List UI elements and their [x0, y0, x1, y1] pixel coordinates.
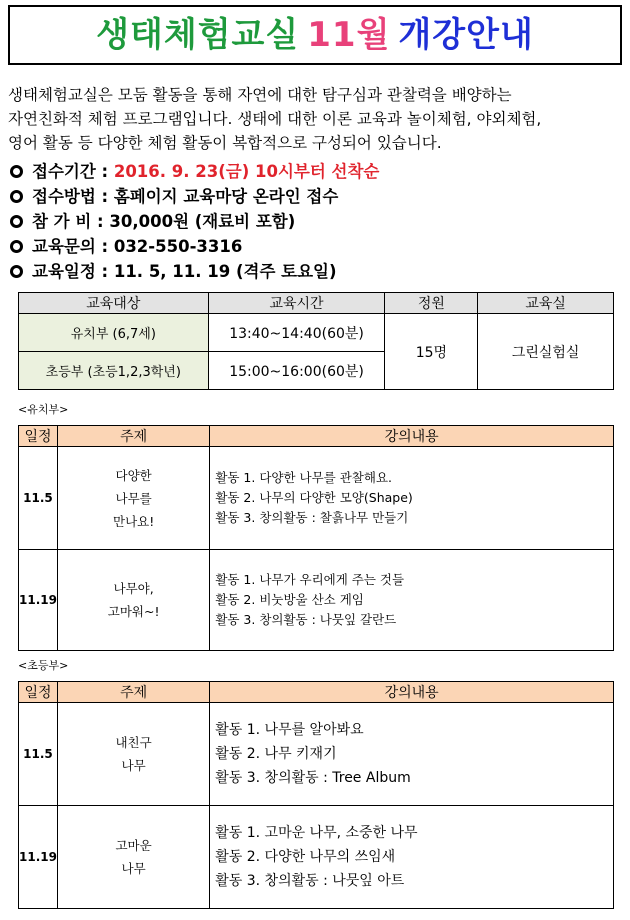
table-row	[19, 447, 614, 550]
info-schedule	[10, 260, 620, 284]
table-row	[19, 550, 614, 651]
circle-bullet-icon	[10, 215, 23, 228]
lesson-topic	[57, 550, 209, 651]
circle-bullet-icon	[10, 240, 23, 253]
topic-line: 고마워~!	[107, 604, 160, 619]
capacity-value: 15명	[385, 314, 478, 390]
section-label-kinder: <유치부>	[18, 403, 69, 416]
header-room: 교육실	[478, 293, 614, 314]
lesson-topic	[57, 703, 209, 806]
info-label: 접수방법 :	[32, 187, 114, 206]
header-content: 강의내용	[210, 682, 614, 703]
info-label: 접수기간 :	[32, 162, 114, 181]
activity-line: 활동 3. 창의활동 : 찰흙나무 만들기	[215, 510, 409, 525]
header-topic: 주제	[57, 426, 209, 447]
topic-line: 만나요!	[113, 513, 155, 529]
lesson-content	[210, 550, 614, 651]
info-label: 교육일정 :	[32, 262, 114, 281]
info-value: 032-550-3316	[113, 237, 243, 256]
lesson-topic	[57, 806, 209, 909]
lesson-date: 11.19	[19, 806, 58, 909]
table-row	[19, 806, 614, 909]
target-elementary: 초등부 (초등1,2,3학년)	[19, 352, 209, 390]
lesson-header-row	[19, 426, 614, 447]
intro-line: 영어 활동 등 다양한 체험 활동이 복합적으로 구성되어 있습니다.	[8, 134, 442, 152]
info-value: 30,000원 (재료비 포함)	[109, 212, 296, 231]
lesson-header-row	[19, 682, 614, 703]
section-label-elementary: <초등부>	[18, 659, 69, 672]
info-label: 교육문의 :	[32, 237, 114, 256]
activity-line: 활동 1. 나무를 알아봐요	[215, 722, 364, 738]
header-topic: 주제	[57, 682, 209, 703]
title-part-notice: 개강안내	[398, 15, 534, 55]
lesson-content	[210, 703, 614, 806]
activity-line: 활동 3. 창의활동 : 나뭇잎 갈란드	[215, 612, 397, 627]
header-content: 강의내용	[210, 426, 614, 447]
header-capacity: 정원	[385, 293, 478, 314]
lesson-content	[210, 447, 614, 550]
header-time: 교육시간	[208, 293, 385, 314]
target-kinder: 유치부 (6,7세)	[19, 314, 209, 352]
title-part-month: 11월	[307, 15, 391, 55]
info-fee	[10, 210, 620, 234]
topic-line: 나무를	[115, 490, 152, 506]
intro-paragraph	[8, 83, 624, 155]
activity-line: 활동 1. 나무가 우리에게 주는 것들	[215, 572, 405, 587]
table-row	[19, 703, 614, 806]
title-part-program: 생태체험교실	[96, 15, 300, 55]
summary-header-row	[19, 293, 614, 314]
activity-line: 활동 1. 고마운 나무, 소중한 나무	[215, 825, 418, 841]
info-registration-method	[10, 185, 620, 209]
activity-line: 활동 1. 다양한 나무를 관찰해요.	[215, 470, 393, 485]
lesson-content	[210, 806, 614, 909]
topic-line: 다양한	[115, 467, 152, 483]
lesson-date: 11.5	[19, 447, 58, 550]
page-title	[8, 5, 622, 65]
header-target: 교육대상	[19, 293, 209, 314]
time-elementary: 15:00~16:00(60분)	[208, 352, 385, 390]
topic-line: 나무야,	[113, 581, 154, 596]
activity-line: 활동 2. 다양한 나무의 쓰임새	[215, 849, 396, 865]
elementary-lesson-table	[18, 681, 614, 909]
summary-table	[18, 292, 614, 390]
activity-line: 활동 3. 창의활동 : Tree Album	[215, 770, 411, 786]
info-registration-period	[10, 160, 620, 184]
info-label: 참 가 비 :	[32, 212, 110, 231]
circle-bullet-icon	[10, 165, 23, 178]
room-value: 그린실험실	[478, 314, 614, 390]
info-value: 홈페이지 교육마당 온라인 접수	[113, 187, 339, 206]
activity-line: 활동 2. 나무 키재기	[215, 746, 337, 762]
activity-line: 활동 2. 비눗방울 산소 게임	[215, 592, 364, 607]
intro-line: 자연친화적 체험 프로그램입니다. 생태에 대한 이론 교육과 놀이체험, 야외체험,	[8, 110, 542, 128]
info-contact	[10, 235, 620, 259]
intro-line: 생태체험교실은 모둠 활동을 통해 자연에 대한 탐구심과 관찰력을 배양하는	[8, 86, 512, 104]
topic-line: 나무	[121, 758, 146, 773]
lesson-date: 11.5	[19, 703, 58, 806]
lesson-topic	[57, 447, 209, 550]
topic-line: 나무	[121, 861, 146, 876]
activity-line: 활동 2. 나무의 다양한 모양(Shape)	[215, 490, 413, 505]
topic-line: 고마운	[115, 838, 152, 853]
time-kinder: 13:40~14:40(60분)	[208, 314, 385, 352]
info-value: 2016. 9. 23(금) 10시부터 선착순	[113, 162, 380, 181]
topic-line: 내친구	[115, 735, 152, 750]
lesson-date: 11.19	[19, 550, 58, 651]
circle-bullet-icon	[10, 190, 23, 203]
header-date: 일정	[19, 682, 58, 703]
header-date: 일정	[19, 426, 58, 447]
activity-line: 활동 3. 창의활동 : 나뭇잎 아트	[215, 873, 405, 889]
info-value: 11. 5, 11. 19 (격주 토요일)	[113, 262, 337, 281]
circle-bullet-icon	[10, 265, 23, 278]
table-row	[19, 314, 614, 352]
kinder-lesson-table	[18, 425, 614, 651]
